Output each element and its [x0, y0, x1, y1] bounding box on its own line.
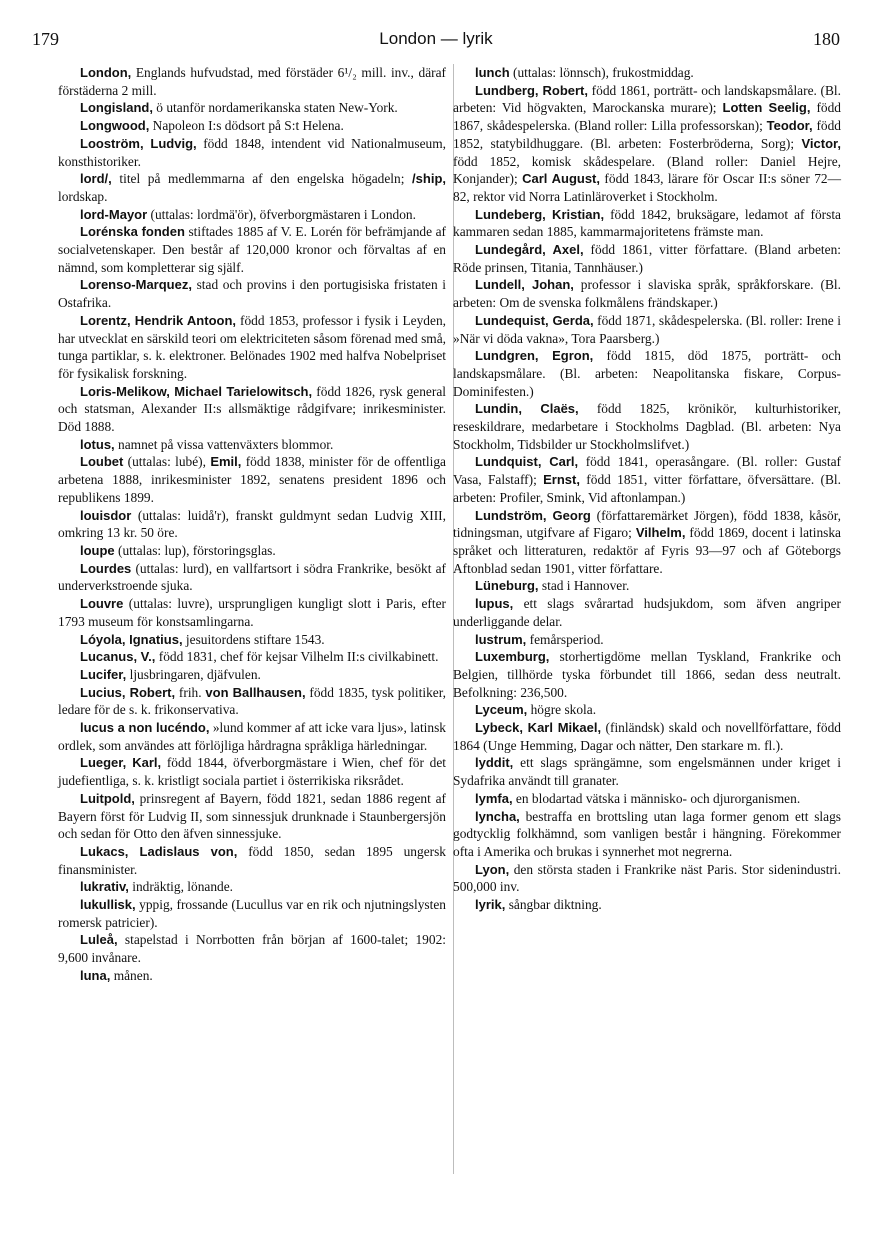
- entry-headword: Lundberg, Robert,: [475, 82, 588, 98]
- dictionary-entry: [453, 347, 841, 400]
- entry-definition: bestraffa en brottsling utan laga former genom ett slags godtycklig folkhämnd, som vanligen består i hängning. Förekommer ofta i Amerika och brukas i synnerhet mot negrerna.: [453, 808, 841, 859]
- entry-definition: född 1861, vitter författare. (Bland arbeten: Röde prinsen, Titania, Tannhäuser.): [453, 242, 841, 275]
- entry-definition: sångbar diktning.: [505, 897, 602, 913]
- entry-definition: (uttalas: lönnsch), frukostmiddag.: [509, 65, 694, 80]
- entry-headword: Lucifer,: [80, 666, 127, 682]
- dictionary-entry: [58, 967, 446, 985]
- dictionary-entry: [453, 861, 841, 896]
- entry-headword: Longisland,: [80, 100, 153, 116]
- entry-headword: Luitpold,: [80, 790, 135, 806]
- entry-definition: född 1842, bruksägare, ledamot af första kammaren sedan 1885, kammarmajoritetens främste man.: [453, 206, 841, 240]
- entry-definition: ett slags sprängämne, som engelsmännen under kriget i Sydafrika användt till granater.: [453, 755, 841, 789]
- entry-definition: född 1851, vitter författare, öfversättare. (Bl. arbeten: Profiler, Smink, Vid aftonlampan.): [453, 472, 841, 505]
- left-column: [58, 64, 446, 985]
- entry-headword: lustrum,: [475, 631, 527, 647]
- entry-definition: frih.: [175, 684, 206, 700]
- entry-definition: Napoleon I:s dödsort på S:t Helena.: [149, 118, 344, 134]
- entry-headword: lunch: [475, 65, 510, 80]
- entry-definition: stad och provins i den portugisiska fristaten i Ostafrika.: [58, 277, 446, 311]
- entry-definition: jesuitordens stiftare 1543.: [182, 631, 325, 647]
- entry-headword: Lundequist, Gerda,: [475, 312, 594, 328]
- entry-definition: född 1844, öfverborgmästare i Wien, chef för det judefientliga, s. k. kristligt sociala partiet i österrikiska riksrådet.: [58, 755, 447, 789]
- entry-headword: Emil,: [210, 454, 242, 470]
- entry-headword: Lorentz, Hendrik Antoon,: [80, 312, 237, 328]
- entry-definition: född 1861, porträtt- och landskapsmålare. (Bl. arbeten: Vid högvakten, Marockanska murare);: [453, 82, 841, 116]
- entry-definition: stad i Hannover.: [538, 578, 630, 594]
- entry-headword: /ship,: [412, 171, 446, 187]
- entry-headword: louisdor: [80, 507, 132, 523]
- entry-definition: född 1852, statybildhuggare. (Bl. arbeten: Fosterbröderna, Sorg);: [453, 118, 841, 151]
- entry-headword: Lyceum,: [475, 702, 528, 718]
- entry-definition: född 1867, skådespelerska. (Bland roller: Lilla professorskan);: [453, 100, 841, 134]
- dictionary-entry: [453, 754, 841, 789]
- entry-headword: Lundström, Georg: [475, 507, 591, 523]
- entry-definition: (uttalas: luidå'r), franskt guldmynt sedan Ludvig XIII, omkring 13 kr. 50 öre.: [58, 507, 446, 541]
- dictionary-entry: [453, 595, 841, 630]
- entry-headword: lukullisk,: [80, 897, 136, 913]
- entry-headword: Lüneburg,: [475, 578, 539, 594]
- entry-headword: Loubet: [80, 454, 124, 470]
- entry-headword: lord-Mayor: [80, 206, 148, 222]
- page-header: [32, 28, 840, 52]
- entry-headword: Luxemburg,: [475, 649, 550, 665]
- entry-headword: Lucanus, V.,: [80, 649, 156, 665]
- dictionary-entry: [453, 400, 841, 453]
- dictionary-entry: [58, 117, 446, 135]
- entry-headword: London,: [80, 65, 132, 80]
- entry-definition: (uttalas: lup), förstoringsglas.: [114, 542, 276, 558]
- entry-headword: von Ballhausen,: [205, 684, 306, 700]
- dictionary-entry: [453, 896, 841, 914]
- entry-definition: född 1826, rysk general och statsman, Alexander II:s allsmäktige rådgifvare; inrikesminister. Död 1888.: [58, 383, 446, 435]
- dictionary-entry: [58, 595, 446, 630]
- entry-headword: Carl August,: [522, 171, 600, 187]
- dictionary-entry: [453, 64, 841, 82]
- entry-definition: (uttalas: lubé),: [123, 454, 211, 470]
- entry-definition: född 1850, sedan 1895 ungersk finansminister.: [58, 843, 447, 877]
- dictionary-entry: [58, 170, 446, 205]
- dictionary-entry: [453, 719, 841, 754]
- entry-headword: Lorénska fonden: [80, 224, 185, 240]
- entry-headword: Lundgren, Egron,: [475, 348, 594, 364]
- entry-headword: Lybeck, Karl Mikael,: [475, 720, 602, 736]
- entry-headword: Louvre: [80, 596, 124, 612]
- entry-definition: en blodartad vätska i människo- och djurorganismen.: [512, 790, 801, 806]
- entry-definition: namnet på vissa vattenväxters blommor.: [114, 436, 334, 452]
- dictionary-entry: [453, 648, 841, 701]
- entry-definition: stapelstad i Norrbotten från början af 1600-talet; 1902: 9,600 invånare.: [58, 932, 446, 966]
- page-number-right: 180: [813, 29, 840, 49]
- entry-definition: född 1841, operasångare. (Bl. roller: Gustaf Vasa, Falstaff);: [453, 454, 841, 488]
- running-head: London — lyrik: [379, 29, 493, 48]
- dictionary-entry: [58, 931, 446, 966]
- dictionary-entry: [453, 206, 841, 241]
- entry-definition: femårsperiod.: [526, 631, 604, 647]
- dictionary-entry: [58, 453, 446, 506]
- dictionary-entry: [453, 453, 841, 506]
- dictionary-entry: [58, 790, 446, 843]
- entry-headword: Luleå,: [80, 932, 118, 948]
- dictionary-entry: [58, 684, 446, 719]
- dictionary-entry: [58, 878, 446, 896]
- entry-definition: född 1835, tysk politiker, ledare för de s. k. frikonservativa.: [58, 684, 446, 718]
- dictionary-entry: [58, 631, 446, 649]
- dictionary-entry: [58, 507, 446, 542]
- entry-headword: Lóyola, Ignatius,: [80, 631, 183, 647]
- entry-headword: lyddit,: [475, 755, 514, 771]
- entry-headword: Longwood,: [80, 118, 150, 134]
- entry-definition: »lund kommer af att icke vara ljus», latinsk ordlek, som användes att förlöjliga hårdragna språkliga härledningar.: [58, 720, 446, 753]
- entry-definition: född 1815, död 1875, porträtt- och landskapsmålare. (Bl. arbeten: Neapolitanska fiskare, Corpus-Dominifesten.): [453, 348, 841, 399]
- entry-headword: lukrativ,: [80, 879, 129, 895]
- entry-definition: professor i slaviska språk, språkforskare. (Bl. arbeten: Om de svenska folkmålens frändskaper.): [453, 277, 841, 311]
- dictionary-entry: [58, 206, 446, 224]
- entry-headword: lyncha,: [475, 808, 520, 824]
- entry-definition: född 1852, komisk skådespelare. (Bland roller: Daniel Hejre, Konjander);: [453, 153, 841, 187]
- entry-headword: Loris-Melikow, Michael Tarielowitsch,: [80, 383, 313, 399]
- dictionary-entry: [58, 64, 446, 99]
- dictionary-entry: [453, 507, 841, 578]
- dictionary-entry: [58, 719, 446, 754]
- entry-headword: luna,: [80, 967, 111, 983]
- entry-headword: lord/,: [80, 171, 112, 187]
- entry-definition: född 1871, skådespelerska. (Bl. roller: Irene i »När vi döda vakna», Tora Paarsberg.): [453, 312, 841, 346]
- entry-headword: Lundeberg, Kristian,: [475, 206, 605, 222]
- dictionary-entry: [58, 560, 446, 595]
- entry-headword: lymfa,: [475, 790, 513, 806]
- entry-headword: Lundquist, Carl,: [475, 454, 579, 470]
- dictionary-entry: [453, 808, 841, 861]
- entry-headword: Lourdes: [80, 560, 132, 576]
- entry-definition: född 1869, docent i latinska språket och litteraturen, redaktör af Fyris 93—97 och af Göteborgs Aftonblad sedan 1901, vitter författare.: [453, 525, 841, 576]
- entry-definition: månen.: [110, 967, 153, 983]
- entry-headword: lupus,: [475, 596, 514, 612]
- entry-headword: Victor,: [801, 135, 841, 151]
- entry-definition: född 1848, intendent vid Nationalmuseum, konsthistoriker.: [58, 135, 446, 169]
- entry-headword: lucus a non lucéndo,: [80, 720, 210, 736]
- entry-headword: Lotten Seelig,: [722, 100, 811, 116]
- entry-definition: född 1838, minister för de offentliga arbetena 1888, inrikesminister 1892, senatens president 1896 och republikens 1899.: [58, 454, 446, 505]
- dictionary-entry: [58, 896, 446, 931]
- entry-headword: Lorenso-Marquez,: [80, 277, 192, 293]
- dictionary-entry: [453, 701, 841, 719]
- dictionary-entry: [58, 436, 446, 454]
- dictionary-entry: [58, 843, 446, 878]
- entry-definition: lordskap.: [58, 188, 108, 204]
- entry-definition: stiftades 1885 af V. E. Lorén för befrämjande af socialvetenskaper. Den består af 120,000 kronor och förvaltas af en nämnd, som kompletterar sig själf.: [58, 224, 446, 275]
- dictionary-entry: [453, 631, 841, 649]
- dictionary-entry: [58, 648, 446, 666]
- entry-definition: (uttalas: luvre), ursprungligen kungligt slott i Paris, efter 1793 museum för konstsamlingarna.: [58, 596, 446, 629]
- entry-definition: (uttalas: lurd), en vallfartsort i södra Frankrike, besökt af underverkstroende sjuka.: [58, 560, 446, 594]
- dictionary-entry: [58, 383, 446, 436]
- dictionary-entry: [453, 241, 841, 276]
- entry-headword: lotus,: [80, 436, 115, 452]
- entry-headword: Lundell, Johan,: [475, 277, 574, 293]
- entry-definition: den största staden i Frankrike näst Paris. Stor sidenindustri. 500,000 inv.: [453, 861, 841, 895]
- entry-definition: prinsregent af Bayern, född 1821, sedan 1886 regent af Bayern först för Ludvig II, som sinnessjuk drunknade i Staunbergersjön och sedan för Otto den äfven sinnessjuke.: [58, 790, 446, 842]
- entry-headword: Lyon,: [475, 861, 510, 877]
- entry-definition: (uttalas: lordmä'ör), öfverborgmästaren i London.: [147, 206, 416, 222]
- dictionary-entry: [58, 99, 446, 117]
- entry-headword: Lueger, Karl,: [80, 755, 162, 771]
- entry-definition: ö utanför nordamerikanska staten New-York.: [152, 100, 398, 116]
- dictionary-entry: [453, 82, 841, 206]
- dictionary-entry: [453, 312, 841, 347]
- entry-definition: född 1853, professor i fysik i Leyden, har utvecklat en särskild teori om elektriciteten såsom förenad med små, tunga partiklar, s. k. elektroner. Belönades 1902 med halfva Nobelpriset för fysikalisk forskning.: [58, 312, 446, 381]
- entry-headword: Lukacs, Ladislaus von,: [80, 843, 238, 859]
- dictionary-entry: [453, 790, 841, 808]
- entry-definition: högre skola.: [527, 702, 597, 718]
- dictionary-entry: [58, 542, 446, 560]
- entry-headword: Ernst,: [543, 472, 580, 488]
- entry-definition: titel på medlemmarna af den engelska högadeln;: [111, 171, 413, 187]
- entry-definition: indräktig, lönande.: [128, 879, 234, 895]
- entry-definition: (finländsk) skald och novellförfattare, född 1864 (Unge Hemming, Dagar och nätter, Den starkare m. fl.).: [453, 720, 841, 753]
- entry-definition: född 1831, chef för kejsar Vilhelm II:s civilkabinett.: [155, 649, 439, 665]
- dictionary-entry: [58, 276, 446, 311]
- dictionary-entry: [58, 754, 446, 789]
- entry-definition: ljusbringaren, djäfvulen.: [126, 666, 261, 682]
- entry-definition: född 1843, lärare för Oscar II:s söner 72—82, rektor vid Norra Latinläroverket i Stockholm.: [453, 171, 841, 204]
- dictionary-entry: [453, 276, 841, 311]
- dictionary-entry: [58, 223, 446, 276]
- page-number-left: 179: [32, 29, 59, 49]
- entry-headword: loupe: [80, 542, 115, 558]
- dictionary-entry: [58, 135, 446, 170]
- entry-definition: storhertigdöme mellan Tyskland, Frankrike och Belgien, tillhörde tyska förbundet till 1866, sedan dess neutralt. Befolkning: 236,500.: [453, 649, 841, 700]
- entry-headword: Lucius, Robert,: [80, 684, 176, 700]
- entry-definition: Englands hufvudstad, med förstäder 6¹/₂ mill. inv., däraf förstäderna 2 mill.: [58, 65, 446, 98]
- entry-definition: ett slags svårartad hudsjukdom, som äfven angriper underliggande delar.: [453, 596, 841, 629]
- right-column: [453, 64, 841, 914]
- entry-headword: Vilhelm,: [635, 525, 686, 541]
- entry-headword: Looström, Ludvig,: [80, 135, 197, 151]
- entry-headword: Lundin, Claës,: [475, 401, 579, 417]
- dictionary-entry: [453, 577, 841, 595]
- entry-headword: Teodor,: [766, 118, 813, 134]
- entry-definition: född 1825, krönikör, kulturhistoriker, reseskildrare, medarbetare i Stockholms Dagblad. (Bl. arbeten: Nya Stockholm, Tidsbilder ur Stockholmslifvet.): [453, 401, 842, 452]
- entry-definition: (författaremärket Jörgen), född 1838, kåsör, tidningsman, utgifvare af Figaro;: [453, 507, 842, 541]
- dictionary-entry: [58, 312, 446, 383]
- entry-headword: Lundegård, Axel,: [475, 242, 584, 258]
- entry-headword: lyrik,: [475, 897, 506, 913]
- dictionary-entry: [58, 666, 446, 684]
- entry-definition: yppig, frossande (Lucullus var en rik och njutningslysten romersk patricier).: [58, 897, 446, 930]
